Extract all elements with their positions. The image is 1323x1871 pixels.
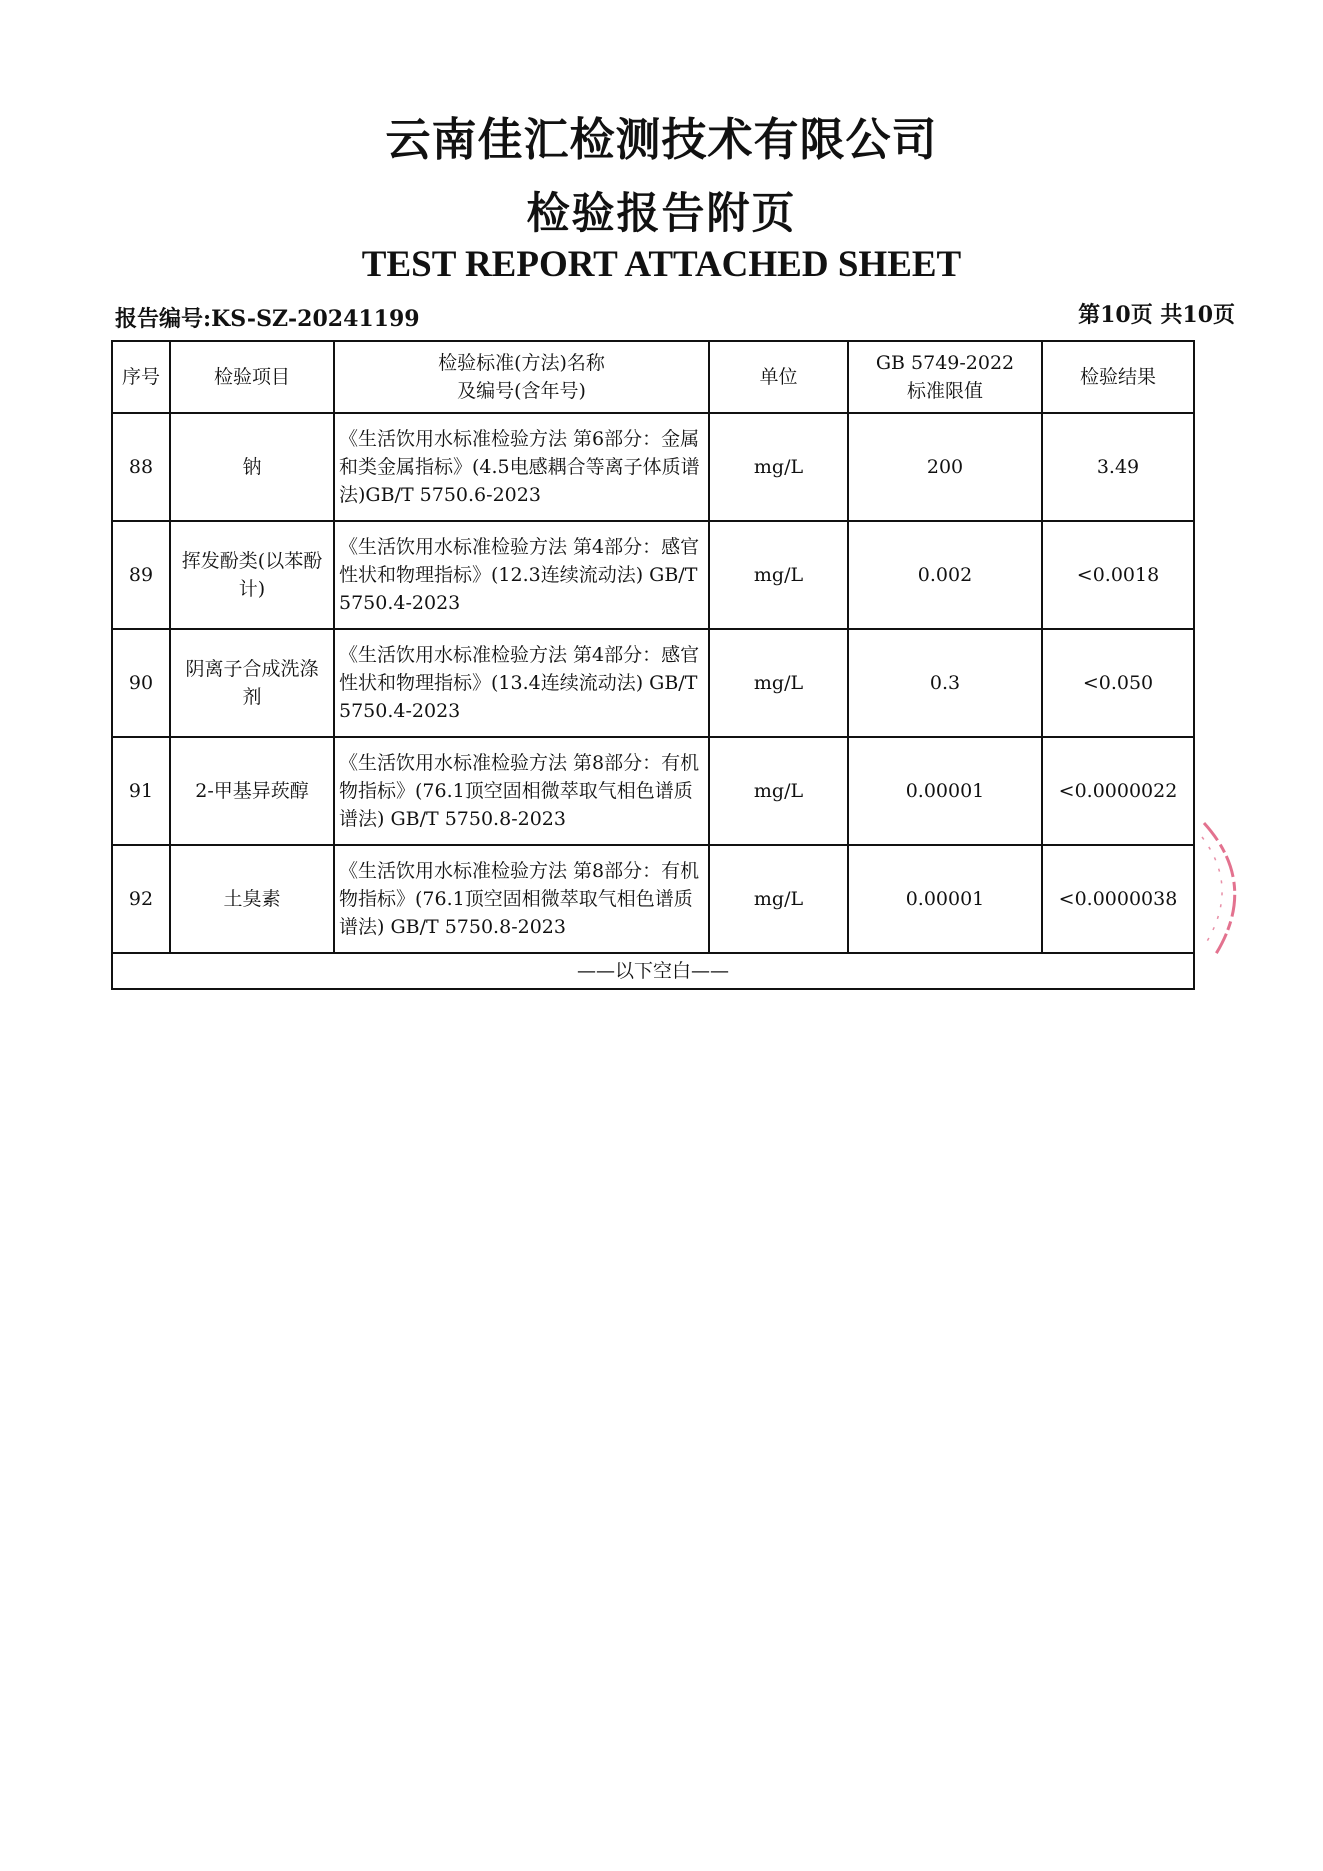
cell-method: 《生活饮用水标准检验方法 第6部分：金属和类金属指标》(4.5电感耦合等离子体质谱法)GB/T 5750.6-2023: [334, 413, 709, 521]
header-item: 检验项目: [170, 341, 334, 413]
cell-unit: mg/L: [709, 737, 848, 845]
table-header-row: [112, 341, 1194, 413]
cell-result: 3.49: [1042, 413, 1194, 521]
table-row: [112, 521, 1194, 629]
cell-unit: mg/L: [709, 521, 848, 629]
cell-result: <0.0000038: [1042, 845, 1194, 953]
header-seq: 序号: [112, 341, 170, 413]
cell-unit: mg/L: [709, 413, 848, 521]
cell-limit: 0.00001: [848, 845, 1042, 953]
results-table: [111, 340, 1195, 990]
header-result: 检验结果: [1042, 341, 1194, 413]
cell-seq: 91: [112, 737, 170, 845]
cell-method: 《生活饮用水标准检验方法 第4部分：感官性状和物理指标》(12.3连续流动法) GB/T 5750.4-2023: [334, 521, 709, 629]
cell-limit: 0.00001: [848, 737, 1042, 845]
seal-stamp-arc: [1204, 823, 1235, 957]
cell-method: 《生活饮用水标准检验方法 第8部分：有机物指标》(76.1顶空固相微萃取气相色谱质谱法) GB/T 5750.8-2023: [334, 737, 709, 845]
cell-item: 阴离子合成洗涤剂: [170, 629, 334, 737]
table-row: [112, 413, 1194, 521]
table-row: [112, 629, 1194, 737]
header-method-line2: 及编号(含年号): [457, 380, 586, 402]
cell-item: 2-甲基异莰醇: [170, 737, 334, 845]
cell-seq: 89: [112, 521, 170, 629]
cell-limit: 0.002: [848, 521, 1042, 629]
cell-result: <0.050: [1042, 629, 1194, 737]
seal-stamp-arc-inner: [1202, 837, 1222, 943]
cell-item: 挥发酚类(以苯酚计): [170, 521, 334, 629]
cell-item: 土臭素: [170, 845, 334, 953]
header-limit: [848, 341, 1042, 413]
header-limit-line1: GB 5749-2022: [875, 352, 1015, 374]
report-number: 报告编号:KS-SZ-20241199: [115, 306, 420, 332]
seal-stamp-edge: [1200, 815, 1275, 965]
blank-note-row: [112, 953, 1194, 989]
cell-unit: mg/L: [709, 629, 848, 737]
cell-seq: 90: [112, 629, 170, 737]
table-row: [112, 737, 1194, 845]
page-info: 第10页 共10页: [1078, 302, 1235, 328]
cell-method: 《生活饮用水标准检验方法 第8部分：有机物指标》(76.1顶空固相微萃取气相色谱质谱法) GB/T 5750.8-2023: [334, 845, 709, 953]
cell-unit: mg/L: [709, 845, 848, 953]
cell-item: 钠: [170, 413, 334, 521]
cell-result: <0.0018: [1042, 521, 1194, 629]
report-title-en: TEST REPORT ATTACHED SHEET: [361, 244, 962, 285]
cell-result: <0.0000022: [1042, 737, 1194, 845]
table-row: [112, 845, 1194, 953]
cell-method: 《生活饮用水标准检验方法 第4部分：感官性状和物理指标》(13.4连续流动法) GB/T 5750.4-2023: [334, 629, 709, 737]
company-name: 云南佳汇检测技术有限公司: [385, 113, 938, 166]
blank-note: ——以下空白——: [112, 953, 1194, 989]
header-method-line1: 检验标准(方法)名称: [438, 352, 605, 374]
report-title-cn: 检验报告附页: [526, 189, 797, 239]
cell-limit: 200: [848, 413, 1042, 521]
cell-limit: 0.3: [848, 629, 1042, 737]
cell-seq: 88: [112, 413, 170, 521]
cell-seq: 92: [112, 845, 170, 953]
header-method: [334, 341, 709, 413]
header-unit: 单位: [709, 341, 848, 413]
header-limit-line2: 标准限值: [906, 380, 983, 402]
